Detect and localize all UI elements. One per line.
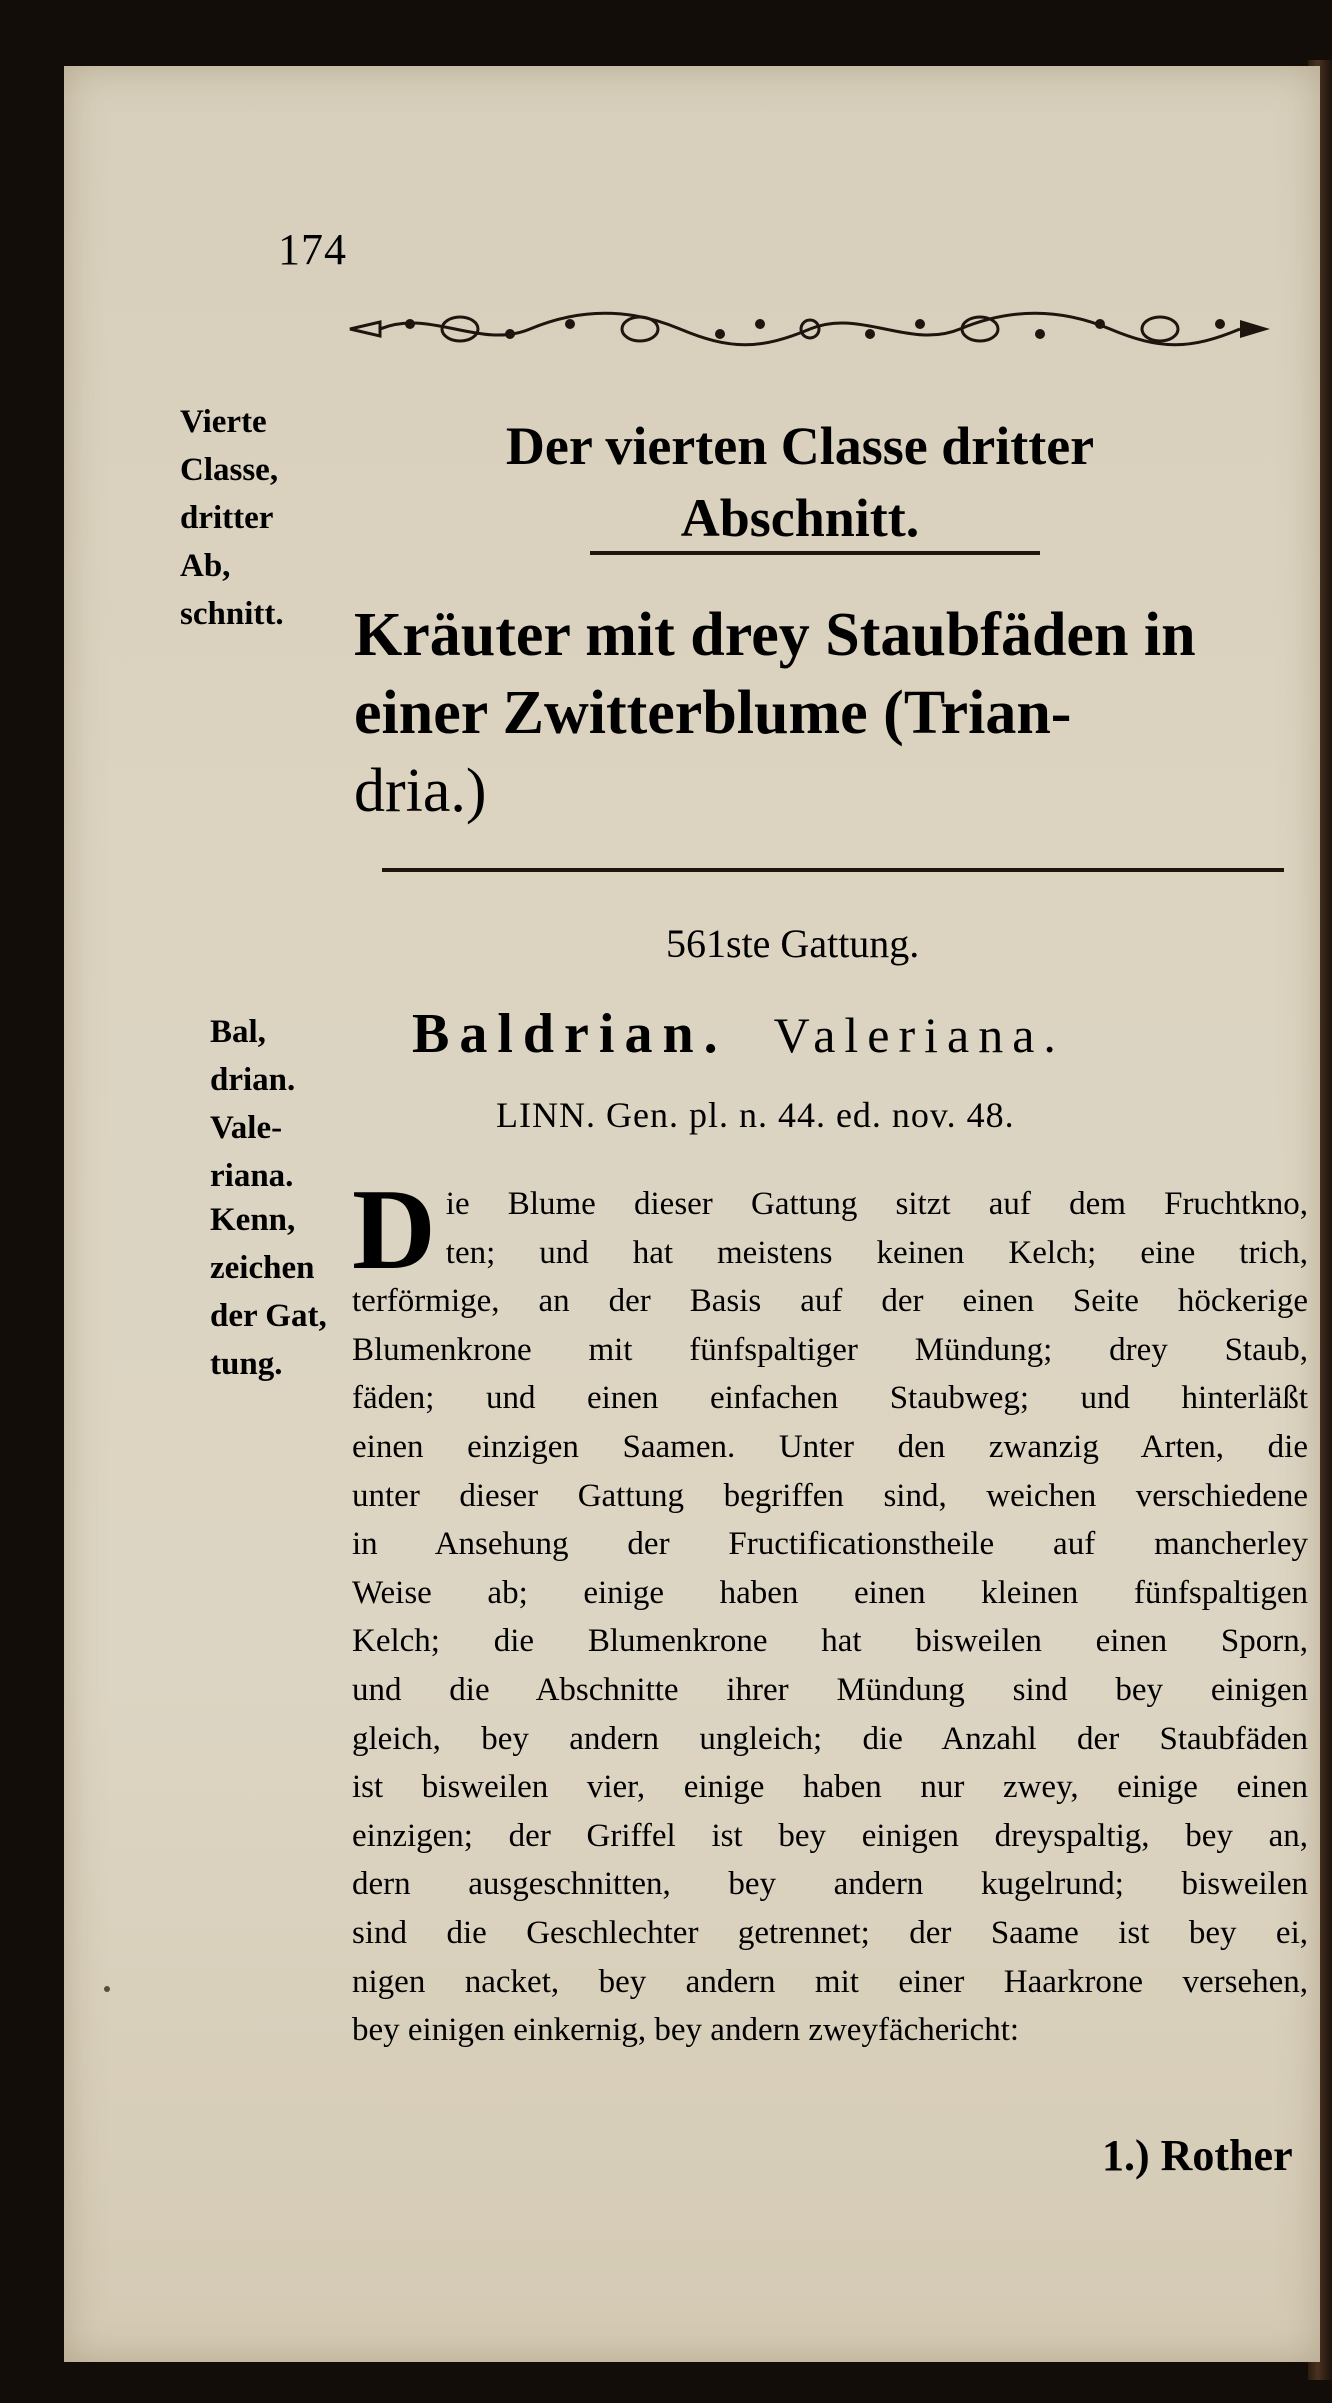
text-line: dern ausgeschnitten, bey andern kugelrund; bisweilen [352,1866,1308,1903]
linnaeus-reference: LINN. Gen. pl. n. 44. ed. nov. 48. [496,1095,1015,1135]
text-line: Blumenkrone mit fünfspaltiger Mündung; drey Staub, [352,1331,1308,1368]
section-title [420,410,1180,554]
margin-note-line: schnitt. [180,596,284,632]
margin-note-line: zeichen [210,1250,315,1286]
text-line: in Ansehung der Fructificationstheile auf mancherley [352,1526,1308,1563]
margin-note-line: Ab, [180,548,231,584]
text-line: ie Blume dieser Gattung sitzt auf dem Fruchtkno, [445,1186,1308,1222]
main-title-line: Kräuter mit drey Staubfäden in [354,601,1196,669]
page-number: 174 [278,225,347,274]
margin-note-section [180,398,284,638]
margin-note-line: tung. [210,1346,283,1382]
drop-cap: D [352,1166,436,1294]
main-title-line: einer Zwitterblume (Trian- [354,679,1072,747]
text-line: ten; und hat meistens keinen Kelch; eine trich, [445,1234,1308,1271]
text-line: unter dieser Gattung begriffen sind, weichen verschiedene [352,1477,1308,1514]
margin-note-line: der Gat, [210,1298,327,1334]
text-line: gleich, bey andern ungleich; die Anzahl der Staubfäden [352,1720,1308,1757]
text-line: ist bisweilen vier, einige haben nur zwey, einige einen [352,1769,1308,1806]
text-line: bey einigen einkernig, bey andern zweyfächericht: [352,2012,1020,2049]
genus-number: 561ste Gattung. [666,921,920,966]
body-paragraph [352,1166,1308,2055]
text-line: sind die Geschlechter getrennet; der Saame ist bey ei, [352,1914,1308,1951]
genus-name-german: Baldrian. [412,1003,728,1065]
text-line: Weise ab; einige haben einen kleinen fünfspaltigen [352,1574,1308,1611]
margin-note-genus [210,1008,295,1200]
text-line: und die Abschnitte ihrer Mündung sind bey einigen [352,1671,1308,1708]
margin-note-line: Bal, [210,1014,266,1050]
margin-note-characters [210,1196,327,1388]
margin-note-line: drian. [210,1062,296,1098]
section-divider-short [590,551,1040,555]
margin-note-line: Classe, [180,452,279,488]
margin-note-line: dritter [180,500,274,536]
main-title [354,596,1294,830]
margin-note-line: Vale- [210,1110,283,1146]
text-line: fäden; und einen einfachen Staubweg; und hinterläßt [352,1380,1308,1417]
decorative-border-ornament [340,302,1280,356]
text-line: Kelch; die Blumenkrone hat bisweilen einen Sporn, [352,1623,1308,1660]
main-title-line: dria.) [354,757,487,825]
text-line: nigen nacket, bey andern mit einer Haarkrone versehen, [352,1963,1308,2000]
margin-note-line: Vierte [180,404,267,440]
section-title-line: Abschnitt. [680,488,920,548]
genus-title [412,1002,1065,1066]
margin-note-line: riana. [210,1158,294,1194]
margin-note-line: Kenn, [210,1202,296,1238]
section-divider-long [382,868,1284,872]
text-line: einzigen; der Griffel ist bey einigen dreyspaltig, bey an, [352,1817,1308,1854]
paper-speck [104,1986,110,1992]
text-line: einen einzigen Saamen. Unter den zwanzig Arten, die [352,1428,1308,1465]
catchword: 1.) Rother [1102,2131,1293,2180]
section-title-line: Der vierten Classe dritter [505,416,1095,476]
text-line: terförmige, an der Basis auf der einen Seite höckerige [352,1283,1308,1320]
genus-name-latin: Valeriana. [773,1007,1065,1063]
